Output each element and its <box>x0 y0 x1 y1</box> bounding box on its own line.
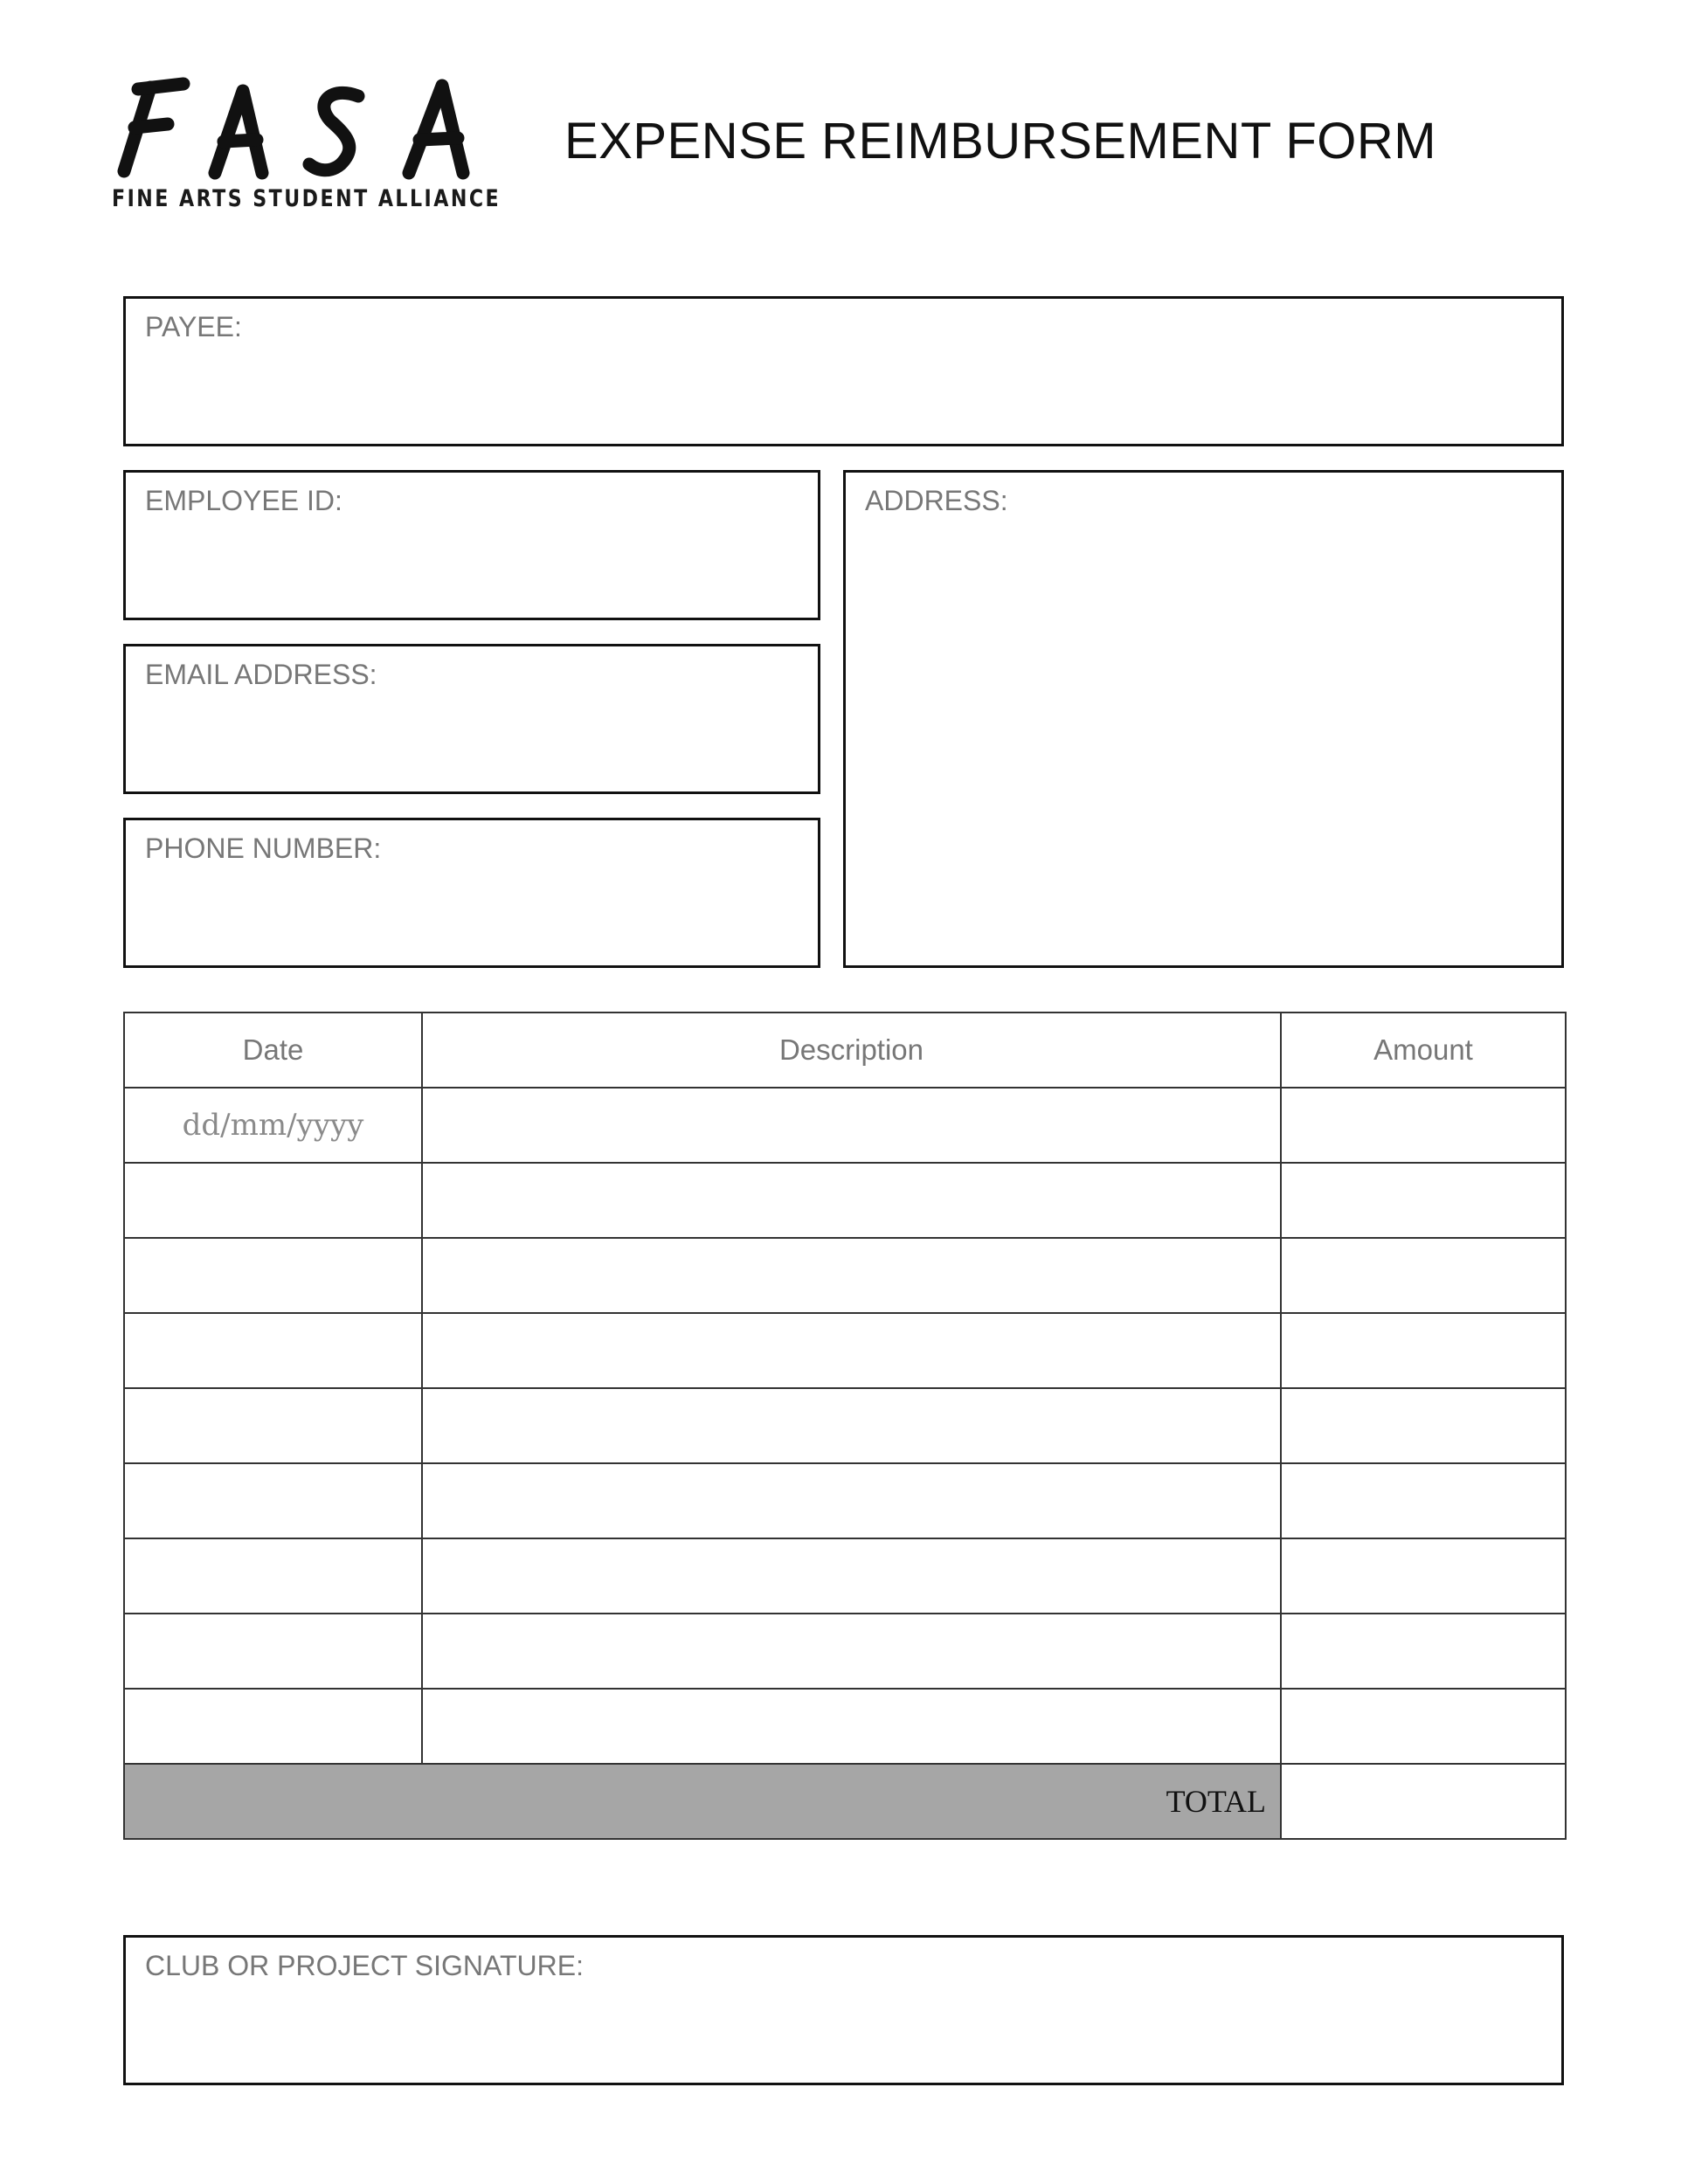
description-cell[interactable] <box>422 1538 1281 1614</box>
date-column-header: Date <box>124 1013 422 1088</box>
table-row <box>124 1238 1566 1313</box>
description-cell[interactable] <box>422 1388 1281 1463</box>
table-row <box>124 1463 1566 1538</box>
table-row <box>124 1163 1566 1238</box>
date-cell[interactable] <box>124 1463 422 1538</box>
date-cell[interactable] <box>124 1313 422 1388</box>
email-address-label: EMAIL ADDRESS: <box>145 659 377 690</box>
amount-cell[interactable] <box>1281 1313 1566 1388</box>
logo-subtitle: FINE ARTS STUDENT ALLIANCE <box>112 185 502 212</box>
address-label: ADDRESS: <box>865 485 1008 516</box>
date-cell[interactable] <box>124 1238 422 1313</box>
date-cell[interactable] <box>124 1689 422 1764</box>
description-cell[interactable] <box>422 1238 1281 1313</box>
date-cell[interactable] <box>124 1388 422 1463</box>
payee-label: PAYEE: <box>145 311 242 342</box>
phone-number-label: PHONE NUMBER: <box>145 833 382 864</box>
description-cell[interactable] <box>422 1313 1281 1388</box>
amount-cell[interactable] <box>1281 1614 1566 1689</box>
amount-cell[interactable] <box>1281 1238 1566 1313</box>
phone-number-field[interactable] <box>123 818 820 968</box>
description-cell[interactable] <box>422 1614 1281 1689</box>
employee-id-label: EMPLOYEE ID: <box>145 485 342 516</box>
fasa-logo <box>112 77 502 225</box>
table-row <box>124 1614 1566 1689</box>
signature-label: CLUB OR PROJECT SIGNATURE: <box>145 1950 584 1981</box>
description-column-header: Description <box>422 1013 1281 1088</box>
date-cell[interactable] <box>124 1614 422 1689</box>
date-cell[interactable]: dd/mm/yyyy <box>124 1088 422 1163</box>
table-row <box>124 1538 1566 1614</box>
address-field[interactable] <box>843 470 1564 968</box>
amount-cell[interactable] <box>1281 1163 1566 1238</box>
table-row <box>124 1388 1566 1463</box>
fasa-logo-mark <box>112 77 488 182</box>
date-cell[interactable] <box>124 1163 422 1238</box>
description-cell[interactable] <box>422 1463 1281 1538</box>
payee-field[interactable] <box>123 296 1564 446</box>
table-row <box>124 1088 1566 1163</box>
total-amount-cell[interactable] <box>1281 1764 1566 1839</box>
total-label: TOTAL <box>124 1764 1281 1839</box>
description-cell[interactable] <box>422 1163 1281 1238</box>
date-cell[interactable] <box>124 1538 422 1614</box>
amount-cell[interactable] <box>1281 1689 1566 1764</box>
table-row <box>124 1313 1566 1388</box>
signature-field[interactable] <box>123 1935 1564 2085</box>
email-address-field[interactable] <box>123 644 820 794</box>
expense-table <box>123 1012 1567 1840</box>
amount-column-header: Amount <box>1281 1013 1566 1088</box>
table-header-row <box>124 1013 1566 1088</box>
amount-cell[interactable] <box>1281 1088 1566 1163</box>
amount-cell[interactable] <box>1281 1538 1566 1614</box>
employee-id-field[interactable] <box>123 470 820 620</box>
form-title: EXPENSE REIMBURSEMENT FORM <box>564 113 1437 169</box>
total-row <box>124 1764 1566 1839</box>
description-cell[interactable] <box>422 1689 1281 1764</box>
amount-cell[interactable] <box>1281 1388 1566 1463</box>
amount-cell[interactable] <box>1281 1463 1566 1538</box>
description-cell[interactable] <box>422 1088 1281 1163</box>
table-row <box>124 1689 1566 1764</box>
